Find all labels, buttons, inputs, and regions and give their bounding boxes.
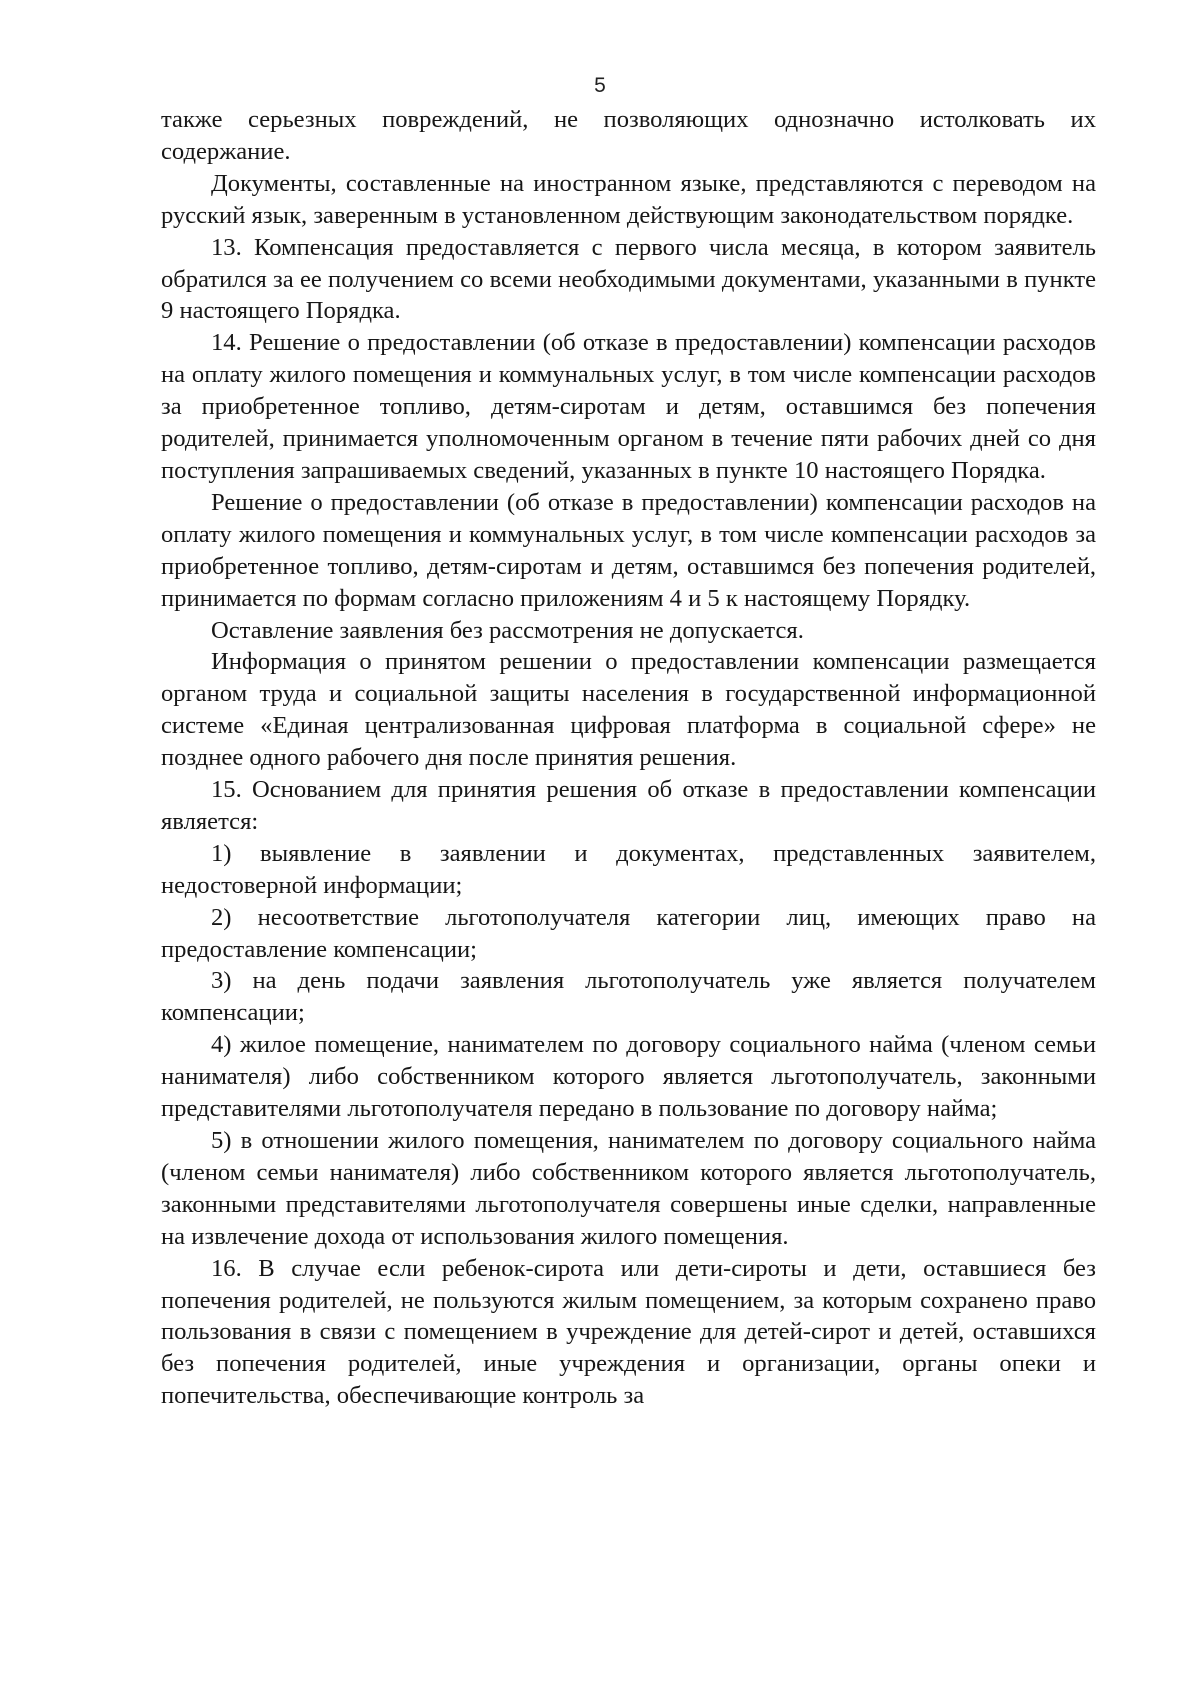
- page-number: 5: [594, 74, 606, 97]
- list-item: 4) жилое помещение, нанимателем по договору социального найма (членом семьи нанимателя) либо собственником которого является льготополучатель, законными представителями льготополучателя передано в пользование по договору найма;: [161, 1031, 1096, 1123]
- paragraph: 16. В случае если ребенок-сирота или дети-сироты и дети, оставшиеся без попечения родителей, не пользуются жилым помещением, за которым сохранено право пользования в связи с помещением в учреждение для детей-сирот и детей, оставшихся без попечения родителей, иные учреждения и организации, органы опеки и попечительства, обеспечивающие контроль за: [161, 1254, 1096, 1410]
- list-item: 5) в отношении жилого помещения, нанимателем по договору социального найма (членом семьи нанимателя) либо собственником которого является льготополучатель, законными представителями льготополучателя совершены иные сделки, направленные на извлечение дохода от использования жилого помещения.: [161, 1127, 1096, 1250]
- paragraph: Документы, составленные на иностранном языке, представляются с переводом на русский язык, заверенным в установленном действующим законодательством порядке.: [161, 169, 1096, 229]
- paragraph: 15. Основанием для принятия решения об отказе в предоставлении компенсации является:: [161, 776, 1096, 835]
- document-text: [161, 104, 1096, 1412]
- list-item: 2) несоответствие льготополучателя категории лиц, имеющих право на предоставление компенсации;: [161, 903, 1096, 963]
- paragraph: Оставление заявления без рассмотрения не допускается.: [211, 616, 804, 644]
- list-item: 3) на день подачи заявления льготополучатель уже является получателем компенсации;: [161, 967, 1096, 1027]
- paragraph: Решение о предоставлении (об отказе в предоставлении) компенсации расходов на оплату жилого помещения и коммунальных услуг, в том числе компенсации расходов за приобретенное топливо, детям-сиротам и детям, оставшимся без попечения родителей, принимается по формам согласно приложениям 4 и 5 к настоящему Порядку.: [161, 488, 1096, 612]
- paragraph: Информация о принятом решении о предоставлении компенсации размещается органом труда и социальной защиты населения в государственной информационной системе «Единая централизованная цифровая платформа в социальной сфере» не позднее одного рабочего дня после принятия решения.: [161, 648, 1096, 772]
- paragraph: 13. Компенсация предоставляется с первого числа месяца, в котором заявитель обратился за ее получением со всеми необходимыми документами, указанными в пункте 9 настоящего Порядка.: [161, 233, 1096, 325]
- paragraph: также серьезных повреждений, не позволяющих однозначно истолковать их содержание.: [161, 106, 1096, 165]
- paragraph: 14. Решение о предоставлении (об отказе в предоставлении) компенсации расходов на оплату жилого помещения и коммунальных услуг, в том числе компенсации расходов за приобретенное топливо, детям-сиротам и детям, оставшимся без попечения родителей, принимается уполномоченным органом в течение пяти рабочих дней со дня поступления запрашиваемых сведений, указанных в пункте 10 настоящего Порядка.: [161, 329, 1096, 484]
- list-item: 1) выявление в заявлении и документах, представленных заявителем, недостоверной информации;: [161, 839, 1096, 899]
